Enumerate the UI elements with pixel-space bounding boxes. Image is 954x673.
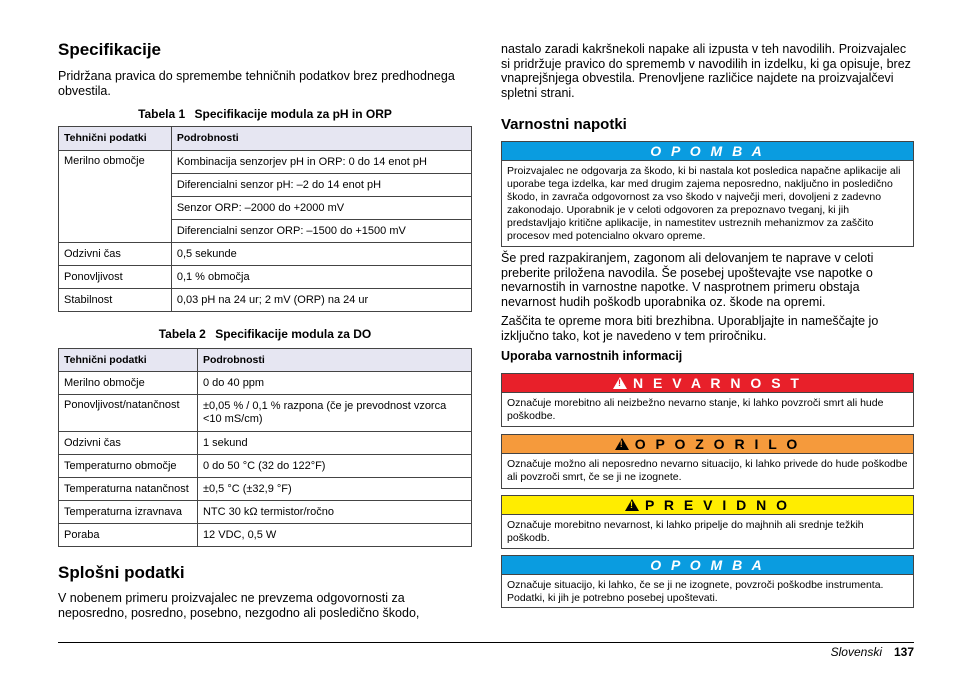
table-cell: Temperaturna natančnost: [59, 478, 198, 501]
table-cell: 12 VDC, 0,5 W: [197, 524, 471, 547]
danger-box: [501, 373, 914, 427]
table-cell: 0,03 pH na 24 ur; 2 mV (ORP) na 24 ur: [171, 289, 471, 312]
table-cell: Temperaturno območje: [59, 455, 198, 478]
table-row: [59, 289, 472, 312]
spec-heading: Specifikacije: [58, 40, 162, 59]
spec-intro: Pridržana pravica do spremembe tehničnih podatkov brez predhodnega obvestila.: [58, 69, 455, 98]
danger-label: N E V A R N O S T: [633, 375, 802, 391]
warning-label: O P O Z O R I L O: [634, 436, 801, 452]
table1-range-value: Diferencialni senzor pH: –2 do 14 enot pH: [171, 174, 471, 197]
table-cell: 1 sekund: [197, 432, 471, 455]
table-cell: Odzivni čas: [59, 432, 198, 455]
notice-text: Proizvajalec ne odgovarja za škodo, ki bi nastala kot posledica napačne aplikacije ali uporabe tega izdelka, kar med drugim zajema neposredno, naključno in posledično škodo, in zavrača odgovornost za vso škodo v največji meri, dovoljeni z zadevno zakonodajo. Uporabnik je v celoti odgovoren za prepoznavo tveganj, ki jih predstavljajo kritične aplikacije, in namestitev ustreznih mehanizmov za zaščito procesov med potencialno okvaro opreme.: [507, 165, 901, 242]
table-cell: Stabilnost: [59, 289, 172, 312]
table-row: [59, 455, 472, 478]
table-row: [59, 151, 472, 174]
warning-bar: [502, 435, 913, 454]
caution-text: Označuje morebitno nevarnost, ki lahko pripelje do majhnih ali srednje težkih poškodb.: [507, 519, 864, 544]
table1-title: Specifikacije modula za pH in ORP: [194, 107, 392, 121]
table2-number: Tabela 2: [158, 327, 206, 341]
table2-caption: [58, 327, 472, 341]
table1-caption: [58, 107, 472, 121]
table2-header: Podrobnosti: [197, 349, 471, 372]
table-row: [59, 501, 472, 524]
danger-bar: [502, 374, 913, 393]
table-cell: 0,1 % območja: [171, 266, 471, 289]
table-cell: ±0,05 % / 0,1 % razpona (če je prevodnost vzorca <10 mS/cm): [197, 395, 471, 432]
notice-box-2: [501, 555, 914, 608]
caution-bar: [502, 496, 913, 515]
table-cell: Odzivni čas: [59, 243, 172, 266]
notice-label: O P O M B A: [502, 142, 913, 161]
general-heading: Splošni podatki: [58, 563, 185, 582]
footer-divider: [58, 642, 914, 643]
table-row: [59, 372, 472, 395]
table1-header-row: [59, 127, 472, 151]
notice-text-2: Označuje situacijo, ki lahko, če se ji ne izognete, povzroči poškodbe instrumenta. Podatki, ki jih je potrebno posebej upoštevati.: [507, 579, 884, 604]
safety-paragraph-2: Zaščita te opreme mora biti brezhibna. Uporabljajte in nameščajte jo izključno tako, kot je navedeno v tem priročniku.: [501, 314, 879, 343]
table-cell: 0,5 sekunde: [171, 243, 471, 266]
table2-header: Tehnični podatki: [59, 349, 198, 372]
table-cell: Temperaturna izravnava: [59, 501, 198, 524]
continued-text: nastalo zaradi kakršnekoli napake ali izpusta v teh navodilih. Proizvajalec si pridržuje pravico do sprememb v navodilih in izdelku, ki ga opisuje, brez vnaprejšnjega obvestila. Prenovljene različice najdete na proizvajalčevi spletni strani.: [501, 42, 911, 100]
safety-heading: Varnostni napotki: [501, 116, 627, 133]
table2-title: Specifikacije modula za DO: [215, 327, 372, 341]
warning-box: [501, 434, 914, 489]
usage-heading: Uporaba varnostnih informacij: [501, 349, 683, 363]
table-row: [59, 524, 472, 547]
table2-header-row: [59, 349, 472, 372]
caution-box: [501, 495, 914, 549]
footer-language: Slovenski: [830, 645, 882, 659]
warning-triangle-icon: [613, 377, 627, 389]
table1-header: Tehnični podatki: [59, 127, 172, 151]
table-row: [59, 243, 472, 266]
caution-label: P R E V I D N O: [644, 497, 791, 513]
table2: [58, 348, 472, 547]
table-cell: NTC 30 kΩ termistor/ročno: [197, 501, 471, 524]
table-cell: 0 do 40 ppm: [197, 372, 471, 395]
table-cell: Merilno območje: [59, 372, 198, 395]
table-row: [59, 432, 472, 455]
page-number: 137: [893, 645, 914, 659]
table-row: [59, 478, 472, 501]
table-cell: Ponovljivost: [59, 266, 172, 289]
table1-range-value: Senzor ORP: –2000 do +2000 mV: [171, 197, 471, 220]
table1-number: Tabela 1: [138, 107, 186, 121]
table1-range-label: Merilno območje: [59, 151, 172, 243]
table-row: [59, 266, 472, 289]
safety-paragraph-1: Še pred razpakiranjem, zagonom ali delovanjem te naprave v celoti preberite priložena navodila. Še posebej upoštevajte vse napotke o nevarnostih in varnostne napotke. V nasprotnem primeru obstaja nevarnost hudih poškodb uporabnika oz. škode na opremi.: [501, 251, 874, 309]
table-cell: Ponovljivost/natančnost: [59, 395, 198, 432]
table1-range-value: Kombinacija senzorjev pH in ORP: 0 do 14 enot pH: [171, 151, 471, 174]
notice-label-2: O P O M B A: [502, 556, 913, 575]
warning-text: Označuje možno ali neposredno nevarno situacijo, ki lahko privede do hude poškodbe ali povzroči smrt, če se ji ne izognete.: [507, 458, 908, 483]
table-cell: 0 do 50 °C (32 do 122°F): [197, 455, 471, 478]
danger-text: Označuje morebitno ali neizbežno nevarno stanje, ki lahko povzroči smrt ali hude poškodbe.: [507, 397, 884, 422]
notice-box: [501, 141, 914, 247]
warning-triangle-icon: [625, 499, 639, 511]
table-cell: Poraba: [59, 524, 198, 547]
warning-triangle-icon: [615, 438, 629, 450]
general-text: V nobenem primeru proizvajalec ne prevzema odgovornosti za neposredno, posredno, posebno, nezgodno ali posledično škodo,: [58, 591, 420, 620]
table-cell: ±0,5 °C (±32,9 °F): [197, 478, 471, 501]
table1-range-value: Diferencialni senzor ORP: –1500 do +1500 mV: [171, 220, 471, 243]
table1: [58, 126, 472, 312]
table1-header: Podrobnosti: [171, 127, 471, 151]
table-row: [59, 395, 472, 432]
